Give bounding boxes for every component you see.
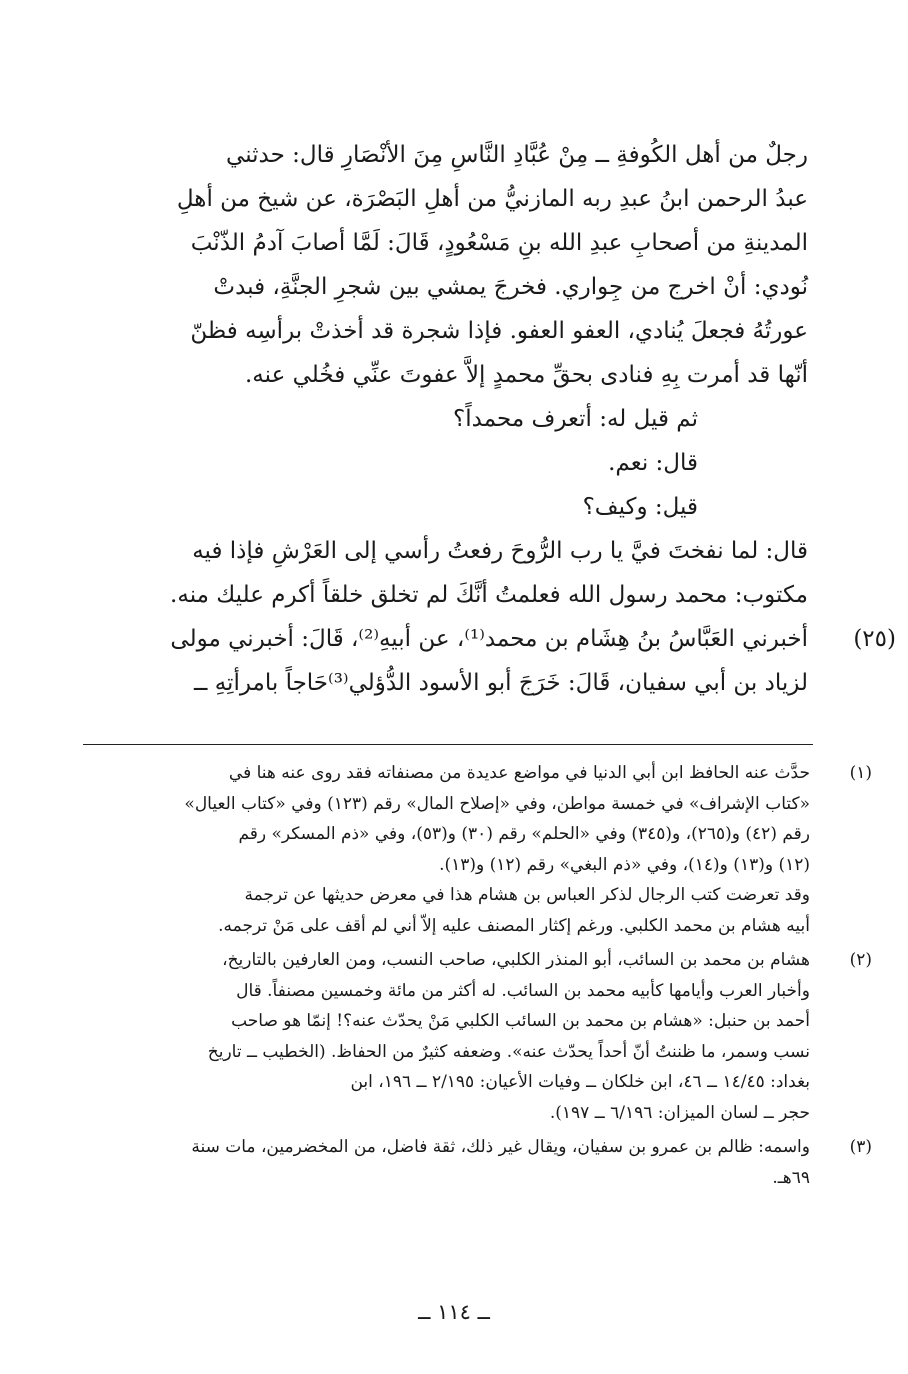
footnote-line: واسمه: ظالم بن عمرو بن سفيان، ويقال غير ذلك، ثقة فاضل، من المخضرمين، مات سنة [191, 1137, 810, 1157]
footnotes-block [100, 758, 872, 1197]
main-text-block [100, 133, 896, 705]
text-line: أنّها قد أمرت بِهِ فنادى بحقِّ محمدٍ إلاَّ عفوتَ عنِّي فخُلي عنه. [245, 362, 808, 388]
footnote-line: «كتاب الإشراف» في خمسة مواطن، وفي «إصلاح المال» رقم (١٢٣) وفي «كتاب العيال» [184, 793, 810, 814]
text-line: عورتُهُ فجعلَ يُنادي، العفو العفو. فإذا شجرة قد أخذتْ برأسِه فظنّ [190, 318, 808, 344]
footnote-number: (٢) [849, 950, 872, 970]
narration-25 [100, 617, 896, 661]
text-line: نُودي: أنْ اخرج من جِواري. فخرجَ يمشي بين شجرِ الجنَّةِ، فبدتْ [213, 274, 808, 300]
footnote-line: حجر ــ لسان الميزان: ٦/١٩٦ ــ ١٩٧). [549, 1102, 810, 1123]
narration-number: (٢٥) [853, 626, 896, 652]
text-line: رجلٌ من أهل الكُوفةِ ــ مِنْ عُبَّادِ النَّاسِ مِنَ الأنْصَارِ قال: حدثني [226, 142, 808, 168]
text-line: قيل: وكيف؟ [582, 494, 698, 520]
footnote-line: حدَّث عنه الحافظ ابن أبي الدنيا في مواضع عديدة من مصنفاته فقد روى عنه هنا في [228, 763, 810, 783]
footnote-line: وأخبار العرب وأيامها كأبيه محمد بن السائب. له أكثر من مائة وخمسين مصنفاً. قال [236, 980, 810, 1001]
footnote-separator [83, 744, 813, 745]
footnote-3 [100, 1132, 872, 1193]
footnote-line: ٦٩هـ. [772, 1167, 810, 1188]
text-line: المدينةِ من أصحابِ عبدِ الله بنِ مَسْعُودٍ، قَالَ: لَمَّا أصابَ آدمُ الذّنْبَ [190, 230, 808, 256]
footnote-number: (٣) [849, 1137, 872, 1157]
footnote-line: (١٢) و(١٣) و(١٤)، وفي «ذم البغي» رقم (١٢) و(١٣). [439, 854, 810, 875]
footnote-2 [100, 945, 872, 1128]
footnote-number: (١) [849, 763, 872, 783]
text-line: لزياد بن أبي سفيان، قَالَ: خَرَجَ أبو الأسود الدُّؤلي⁽³⁾حَاجاً بامرأتِهِ ــ [193, 670, 808, 696]
footnote-line: أبيه هشام بن محمد الكلبي. ورغم إكثار المصنف عليه إلاّ أني لم أقف على مَنْ ترجمه. [218, 915, 810, 936]
footnote-line: بغداد: ١٤/٤٥ ــ ٤٦، ابن خلكان ــ وفيات الأعيان: ٢/١٩٥ ــ ١٩٦، ابن [350, 1072, 810, 1092]
footnote-line: نسب وسمر، ما ظننتُ أنّ أحداً يحدّث عنه». وضعفه كثيرٌ من الحفاظ. (الخطيب ــ تاريخ [207, 1041, 810, 1062]
footnote-line: رقم (٤٢) و(٢٦٥)، و(٣٤٥) وفي «الحلم» رقم (٣٠) و(٥٣)، وفي «ذم المسكر» رقم [238, 824, 810, 844]
text-line: قال: لما نفختَ فيَّ يا رب الرُّوحَ رفعتُ رأسي إلى العَرْشِ فإذا فيه [192, 538, 808, 564]
footnote-line: أحمد بن حنبل: «هشام بن محمد بن السائب الكلبي مَنْ يحدّث عنه؟! إنمّا هو صاحب [231, 1011, 810, 1031]
page-number: ــ ١١٤ ــ [418, 1300, 490, 1324]
text-line: ثم قيل له: أتعرف محمداً؟ [453, 406, 698, 432]
text-line: عبدُ الرحمن ابنُ عبدِ ربه المازنيُّ من أهلِ البَصْرَة، عن شيخ من أهلِ [176, 186, 808, 212]
footnote-line: وقد تعرضت كتب الرجال لذكر العباس بن هشام هذا في معرض حديثها عن ترجمة [244, 885, 810, 905]
text-line: مكتوب: محمد رسول الله فعلمتُ أنَّكَ لم تخلق خلقاً أكرم عليك منه. [170, 582, 808, 608]
text-line: قال: نعم. [608, 450, 698, 476]
footnote-line: هشام بن محمد بن السائب، أبو المنذر الكلبي، صاحب النسب، ومن العارفين بالتاريخ، [222, 950, 810, 970]
footnote-1 [100, 758, 872, 941]
text-line: أخبرني العَبَّاسُ بنُ هِشَام بن محمد⁽¹⁾، عن أبيهِ⁽²⁾، قَالَ: أخبرني مولى [170, 626, 808, 652]
